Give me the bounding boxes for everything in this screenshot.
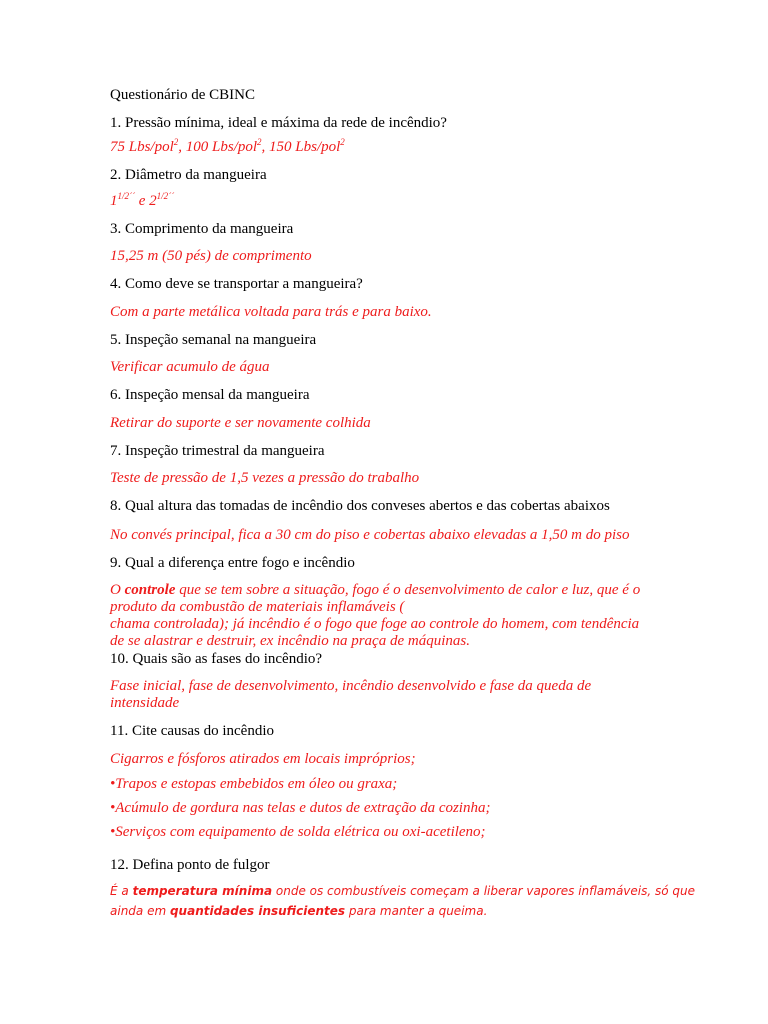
question-9: 9. Qual a diferença entre fogo e incêndio — [110, 555, 355, 571]
question-4: 4. Como deve se transportar a mangueira? — [110, 276, 363, 292]
question-6: 6. Inspeção mensal da mangueira — [110, 387, 310, 403]
answer-8: No convés principal, fica a 30 cm do piso e cobertas abaixo elevadas a 1,50 m do piso — [110, 527, 630, 543]
answer-6: Retirar do suporte e ser novamente colhida — [110, 415, 371, 431]
question-10: 10. Quais são as fases do incêndio? — [110, 651, 323, 667]
answer-12-bold-phrase-1: temperatura mínima — [132, 884, 273, 898]
answer-9-line-4: de se alastrar e destruir, ex incêndio na praça de máquinas. — [110, 633, 470, 649]
answer-11-line-4: •Serviços com equipamento de solda elétrica ou oxi-acetileno; — [110, 824, 486, 840]
question-1: 1. Pressão mínima, ideal e máxima da rede de incêndio? — [110, 115, 447, 131]
answer-11-line-1: Cigarros e fósforos atirados em locais impróprios; — [110, 751, 416, 767]
question-7: 7. Inspeção trimestral da mangueira — [110, 443, 325, 459]
question-8: 8. Qual altura das tomadas de incêndio dos conveses abertos e das cobertas abaixos — [110, 498, 610, 514]
answer-3: 15,25 m (50 pés) de comprimento — [110, 248, 312, 264]
answer-12-line-1: É a temperatura mínima onde os combustíveis começam a liberar vapores inflamáveis, só que — [110, 884, 696, 898]
question-5: 5. Inspeção semanal na mangueira — [110, 332, 317, 348]
answer-10-line-1: Fase inicial, fase de desenvolvimento, incêndio desenvolvido e fase da queda de — [110, 678, 592, 694]
question-3: 3. Comprimento da mangueira — [110, 221, 294, 237]
question-11: 11. Cite causas do incêndio — [110, 723, 274, 739]
answer-9-line-2: produto da combustão de materiais inflamáveis ( — [110, 599, 405, 615]
answer-2: $1^{1/2´´}$ e $2^{1/2´´}$ — [110, 191, 175, 209]
answer-12-bold-phrase-2: quantidades insuficientes — [169, 904, 346, 918]
answer-11-line-3: •Acúmulo de gordura nas telas e dutos de extração da cozinha; — [110, 800, 491, 816]
answer-5: Verificar acumulo de água — [110, 359, 270, 375]
answer-10-line-2: intensidade — [110, 695, 180, 711]
answer-4: Com a parte metálica voltada para trás e para baixo. — [110, 304, 432, 320]
question-12: 12. Defina ponto de fulgor — [110, 857, 270, 873]
answer-9-line-1: O controle que se tem sobre a situação, fogo é o desenvolvimento de calor e luz, que é o — [110, 582, 641, 598]
answer-7: Teste de pressão de 1,5 vezes a pressão do trabalho — [110, 470, 420, 486]
answer-12-line-2: ainda em quantidades insuficientes para manter a queima. — [110, 904, 488, 918]
answer-9-line-3: chama controlada); já incêndio é o fogo que foge ao controle do homem, com tendência — [110, 616, 640, 632]
answer-11-line-2: •Trapos e estopas embebidos em óleo ou graxa; — [110, 776, 398, 792]
answer-9-bold-word: controle — [124, 582, 176, 598]
page-title: Questionário de CBINC — [110, 87, 255, 103]
answer-1: 75 Lbs/pol$^2$, 100 Lbs/pol$^2$, 150 Lbs/pol$^2$ — [110, 137, 345, 155]
question-2: 2. Diâmetro da mangueira — [110, 167, 267, 183]
